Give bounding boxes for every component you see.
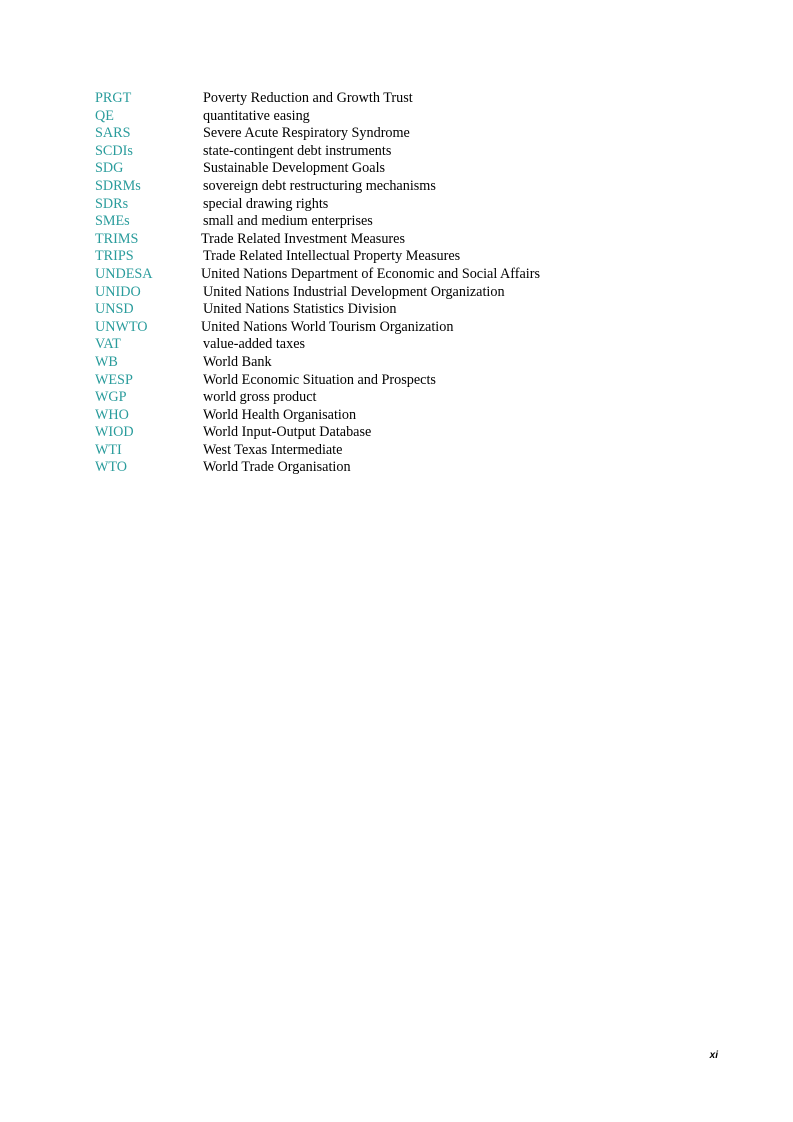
abbreviation-row bbox=[95, 90, 715, 108]
abbreviation-term: SCDIs bbox=[95, 142, 133, 159]
abbreviation-term: WESP bbox=[95, 371, 133, 388]
abbreviation-row bbox=[95, 213, 715, 231]
abbreviation-row bbox=[95, 389, 715, 407]
abbreviation-definition: sovereign debt restructuring mechanisms bbox=[203, 177, 436, 194]
abbreviation-row bbox=[95, 196, 715, 214]
abbreviation-definition: World Economic Situation and Prospects bbox=[203, 371, 436, 388]
abbreviation-row bbox=[95, 125, 715, 143]
abbreviation-row bbox=[95, 354, 715, 372]
abbreviation-term: WB bbox=[95, 353, 118, 370]
abbreviation-term: UNDESA bbox=[95, 265, 153, 282]
abbreviation-term: UNIDO bbox=[95, 283, 141, 300]
abbreviation-definition: special drawing rights bbox=[203, 195, 329, 212]
abbreviation-term: WIOD bbox=[95, 424, 134, 441]
abbreviation-term: WTO bbox=[95, 459, 128, 476]
abbreviation-term: PRGT bbox=[95, 90, 132, 106]
abbreviation-term: QE bbox=[95, 107, 114, 124]
abbreviation-term: SARS bbox=[95, 125, 131, 142]
abbreviation-definition: World Trade Organisation bbox=[203, 459, 351, 476]
abbreviation-row bbox=[95, 407, 715, 425]
abbreviation-row bbox=[95, 108, 715, 126]
abbreviation-term: SMEs bbox=[95, 213, 130, 230]
abbreviation-definition: Sustainable Development Goals bbox=[203, 160, 386, 177]
abbreviation-definition: Trade Related Investment Measures bbox=[201, 230, 405, 247]
abbreviation-term: VAT bbox=[95, 336, 121, 353]
abbreviation-definition: small and medium enterprises bbox=[203, 213, 373, 230]
abbreviation-term: SDG bbox=[95, 160, 124, 177]
page-number: xi bbox=[709, 1050, 718, 1061]
abbreviation-definition: value-added taxes bbox=[203, 336, 306, 353]
abbreviation-list bbox=[95, 90, 715, 477]
abbreviation-definition: state-contingent debt instruments bbox=[203, 142, 392, 159]
abbreviation-row bbox=[95, 424, 715, 442]
abbreviation-row bbox=[95, 372, 715, 390]
abbreviation-row bbox=[95, 231, 715, 249]
abbreviation-definition: Poverty Reduction and Growth Trust bbox=[203, 90, 413, 106]
abbreviation-definition: United Nations Department of Economic and Social Affairs bbox=[201, 265, 540, 282]
abbreviation-row bbox=[95, 442, 715, 460]
abbreviation-definition: world gross product bbox=[203, 389, 317, 406]
abbreviation-term: TRIMS bbox=[95, 230, 139, 247]
abbreviation-term: SDRMs bbox=[95, 177, 141, 194]
abbreviation-term: WTI bbox=[95, 441, 122, 458]
abbreviation-row bbox=[95, 248, 715, 266]
abbreviation-term: TRIPS bbox=[95, 248, 134, 265]
abbreviation-term: WHO bbox=[95, 406, 129, 423]
abbreviation-row bbox=[95, 459, 715, 477]
abbreviation-definition: quantitative easing bbox=[203, 107, 310, 124]
abbreviation-term: UNSD bbox=[95, 301, 134, 318]
abbreviation-definition: Trade Related Intellectual Property Measures bbox=[203, 248, 461, 265]
abbreviation-definition: World Input-Output Database bbox=[203, 424, 372, 441]
abbreviation-row bbox=[95, 266, 715, 284]
abbreviation-row bbox=[95, 319, 715, 337]
abbreviation-term: UNWTO bbox=[95, 318, 148, 335]
abbreviation-definition: Severe Acute Respiratory Syndrome bbox=[203, 125, 410, 142]
abbreviation-row bbox=[95, 160, 715, 178]
abbreviation-row bbox=[95, 301, 715, 319]
abbreviation-definition: World Health Organisation bbox=[203, 406, 357, 423]
abbreviation-term: WGP bbox=[95, 389, 127, 406]
abbreviation-term: SDRs bbox=[95, 195, 129, 212]
abbreviation-row bbox=[95, 178, 715, 196]
abbreviation-definition: United Nations Statistics Division bbox=[203, 301, 397, 318]
abbreviation-definition: United Nations World Tourism Organization bbox=[201, 318, 454, 335]
abbreviation-definition: World Bank bbox=[203, 353, 272, 370]
abbreviation-definition: West Texas Intermediate bbox=[203, 441, 343, 458]
abbreviation-row bbox=[95, 336, 715, 354]
abbreviation-row bbox=[95, 143, 715, 161]
abbreviation-definition: United Nations Industrial Development Organization bbox=[203, 283, 505, 300]
abbreviation-row bbox=[95, 284, 715, 302]
